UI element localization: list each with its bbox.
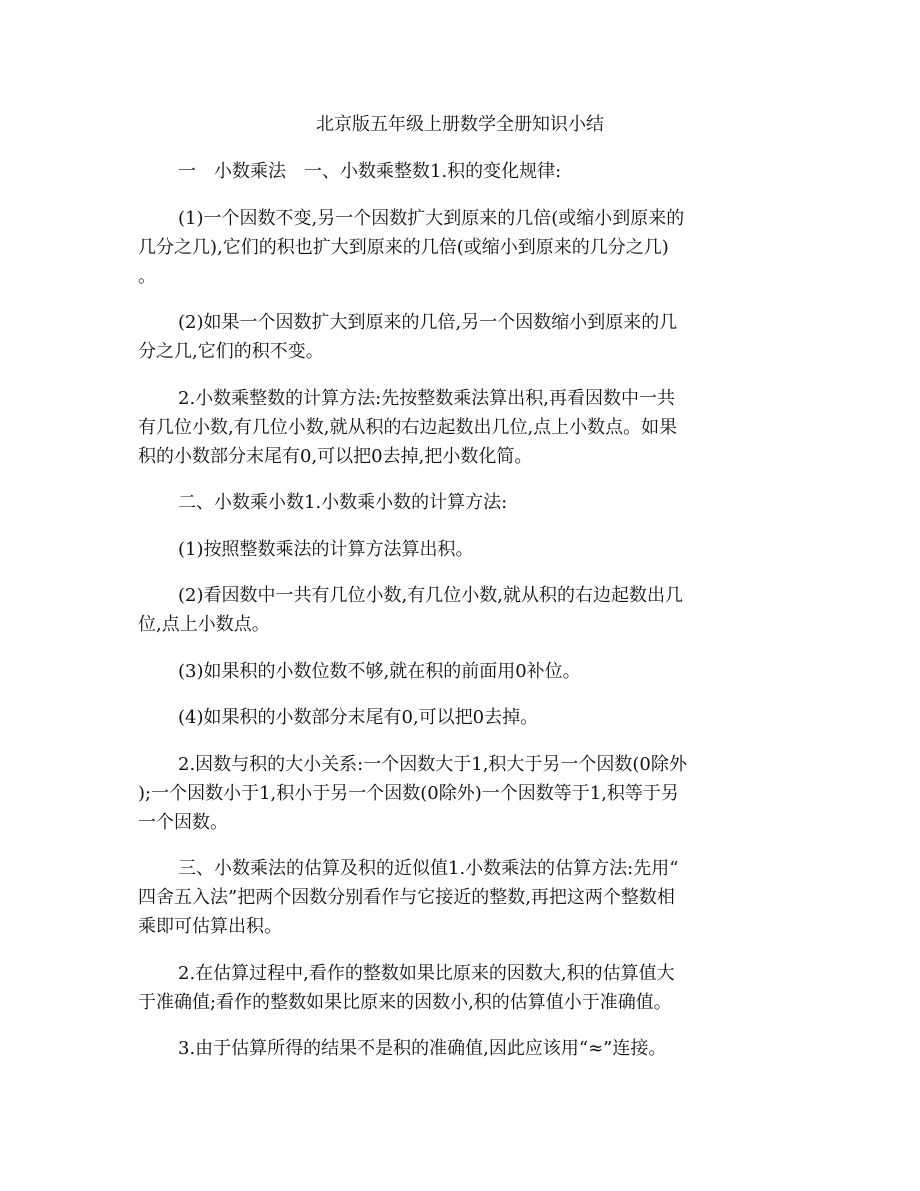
text-line: 一 小数乘法 一、小数乘整数1.积的变化规律:	[178, 161, 562, 182]
text-line: (1)一个因数不变,另一个因数扩大到原来的几倍(或缩小到原来的	[178, 207, 685, 229]
text-line: 3.由于估算所得的结果不是积的准确值,因此应该用“≈”连接。	[178, 1038, 667, 1059]
paragraph	[138, 657, 788, 686]
text-line: 2.小数乘整数的计算方法:先按整数乘法算出积,再看因数中一共	[178, 387, 675, 409]
paragraph	[138, 581, 788, 639]
paragraph	[138, 703, 788, 732]
text-line: 分之几,它们的积不变。	[138, 341, 324, 362]
text-line: 三、小数乘法的估算及积的近似值1.小数乘法的估算方法:先用“	[178, 858, 679, 879]
text-line: (2)看因数中一共有几位小数,有几位小数,就从积的右边起数出几	[178, 585, 683, 606]
paragraph	[138, 308, 788, 366]
paragraph	[138, 204, 788, 291]
text-line: 有几位小数,有几位小数,就从积的右边起数出几位,点上小数点。如果	[138, 416, 678, 438]
text-line: 。	[138, 265, 156, 287]
text-line: (4)如果积的小数部分末尾有0,可以把0去掉。	[178, 707, 539, 728]
text-line: 2.在估算过程中,看作的整数如果比原来的因数大,积的估算值大	[178, 962, 675, 984]
paragraph	[138, 959, 788, 1017]
text-line: 二、小数乘小数1.小数乘小数的计算方法:	[178, 492, 508, 513]
paragraph	[138, 384, 788, 471]
text-line: 四舍五入法”把两个因数分别看作与它接近的整数,再把这两个整数相	[138, 887, 675, 908]
text-line: (3)如果积的小数位数不够,就在积的前面用0补位。	[178, 660, 581, 682]
paragraph	[138, 1034, 788, 1063]
paragraph	[138, 854, 788, 941]
text-line: );一个因数小于1,积小于另一个因数(0除外)一个因数等于1,积等于另	[138, 782, 679, 804]
paragraph	[138, 157, 788, 186]
document-body	[138, 157, 788, 1081]
text-line: (1)按照整数乘法的计算方法算出积。	[178, 538, 474, 560]
text-line: (2)如果一个因数扩大到原来的几倍,另一个因数缩小到原来的几	[178, 312, 678, 333]
paragraph	[138, 488, 788, 517]
text-line: 2.因数与积的大小关系:一个因数大于1,积大于另一个因数(0除外	[178, 753, 687, 775]
document-title: 北京版五年级上册数学全册知识小结	[316, 114, 604, 135]
paragraph	[138, 750, 788, 837]
text-line: 乘即可估算出积。	[138, 916, 282, 937]
text-line: 一个因数。	[138, 811, 228, 833]
text-line: 积的小数部分末尾有0,可以把0去掉,把小数化简。	[138, 445, 533, 467]
text-line: 于准确值;看作的整数如果比原来的因数小,积的估算值小于准确值。	[138, 991, 672, 1013]
text-line: 几分之几),它们的积也扩大到原来的几倍(或缩小到原来的几分之几)	[138, 236, 669, 258]
paragraph	[138, 535, 788, 564]
text-line: 位,点上小数点。	[138, 614, 270, 635]
